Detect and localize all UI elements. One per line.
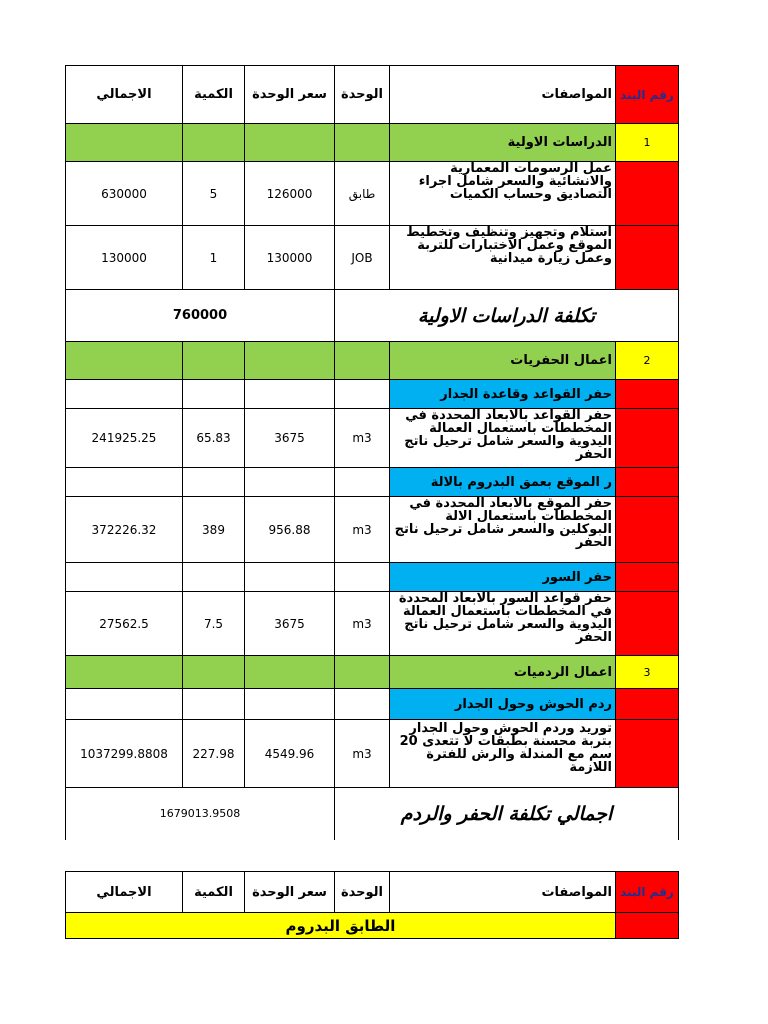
header-quantity: الكمية <box>183 872 245 913</box>
header-item-no: رقم البند <box>616 66 679 124</box>
header-description: المواصفات <box>390 66 616 124</box>
row-quantity: 65.83 <box>183 409 245 468</box>
row-total: 630000 <box>66 162 183 226</box>
row-quantity: 227.98 <box>183 720 245 788</box>
header-item-no: رقم البند <box>616 872 679 913</box>
subheading-row <box>66 563 679 592</box>
row-description: استلام وتجهيز وتنظيف وتخطيط الموقع وعمل الاختبارات للتربة وعمل زيارة ميدانية <box>406 226 612 266</box>
bill-of-quantities-table <box>65 65 679 840</box>
basement-floor-table <box>65 871 679 939</box>
row-unit-price: 130000 <box>245 226 335 290</box>
subtotal-row <box>66 290 679 342</box>
subheading-row <box>66 689 679 720</box>
row-description: حفر قواعد السور بالابعاد المحددة في المخططات باستعمال العمالة اليدوية والسعر شامل ترحيل ناتج الحفر <box>398 592 612 645</box>
subheading-row <box>66 468 679 497</box>
row-unit-price: 126000 <box>245 162 335 226</box>
subheading-row <box>66 380 679 409</box>
row-total: 1037299.8808 <box>66 720 183 788</box>
row-description: توريد وردم الحوش وحول الجدار بتربة محسنة بطبقات لا تتعدى 20 سم مع المندلة والرش للفترة اللازمة <box>399 721 612 775</box>
row-description: حفر الموقع بالابعاد المحددة في المخططات باستعمال الالة البوكلين والسعر شامل ترحيل ناتج الحفر <box>394 497 612 550</box>
subheading-label: حفر القواعد وقاعدة الجدار <box>390 380 616 409</box>
row-unit: طابق <box>335 162 390 226</box>
row-unit-price: 4549.96 <box>245 720 335 788</box>
section-number: 3 <box>616 656 679 689</box>
section-title: اعمال الحفريات <box>390 342 616 380</box>
subtotal-label: اجمالي تكلفة الحفر والردم <box>335 788 679 840</box>
header-unit-price: سعر الوحدة <box>245 872 335 913</box>
section-number: 2 <box>616 342 679 380</box>
row-quantity: 1 <box>183 226 245 290</box>
section-row <box>66 656 679 689</box>
subtotal-value: 1679013.9508 <box>66 788 335 840</box>
floor-title: الطابق البدروم <box>66 913 616 939</box>
row-unit: m3 <box>335 592 390 656</box>
section-title: اعمال الردميات <box>390 656 616 689</box>
row-total: 372226.32 <box>66 497 183 563</box>
subheading-label: ر الموقع بعمق البدروم بالالة <box>390 468 616 497</box>
row-total: 130000 <box>66 226 183 290</box>
table-row <box>66 592 679 656</box>
section-row <box>66 342 679 380</box>
row-unit: JOB <box>335 226 390 290</box>
row-unit-price: 3675 <box>245 409 335 468</box>
row-total: 27562.5 <box>66 592 183 656</box>
table-row <box>66 409 679 468</box>
row-unit: m3 <box>335 720 390 788</box>
subheading-label: حفر السور <box>390 563 616 592</box>
row-unit: m3 <box>335 497 390 563</box>
section-row <box>66 124 679 162</box>
header-total: الاجمالي <box>66 872 183 913</box>
table-row <box>66 720 679 788</box>
section-number: 1 <box>616 124 679 162</box>
row-description: عمل الرسومات المعمارية والانشائية والسعر شامل اجراء التصاديق وحساب الكميات <box>418 162 612 202</box>
header-unit: الوحدة <box>335 872 390 913</box>
row-total: 241925.25 <box>66 409 183 468</box>
section-title: الدراسات الاولية <box>390 124 616 162</box>
subtotal-label: تكلفة الدراسات الاولية <box>335 290 679 342</box>
floor-title-row <box>66 913 679 939</box>
subtotal-value: 760000 <box>66 290 335 342</box>
row-unit-price: 3675 <box>245 592 335 656</box>
header-unit: الوحدة <box>335 66 390 124</box>
row-unit: m3 <box>335 409 390 468</box>
row-quantity: 7.5 <box>183 592 245 656</box>
header-quantity: الكمية <box>183 66 245 124</box>
subheading-label: ردم الحوش وحول الجدار <box>390 689 616 720</box>
header-description: المواصفات <box>390 872 616 913</box>
row-quantity: 5 <box>183 162 245 226</box>
row-quantity: 389 <box>183 497 245 563</box>
table-row <box>66 162 679 226</box>
subtotal-row <box>66 788 679 840</box>
header-unit-price: سعر الوحدة <box>245 66 335 124</box>
table-row <box>66 497 679 563</box>
header-total: الاجمالي <box>66 66 183 124</box>
table-row <box>66 226 679 290</box>
table-header-row <box>66 66 679 124</box>
row-unit-price: 956.88 <box>245 497 335 563</box>
row-description: حفر القواعد بالابعاد المحددة في المخططات باستعمال العمالة اليدوية والسعر شامل ترحيل ناتج الحفر <box>404 409 612 462</box>
table-header-row <box>66 872 679 913</box>
